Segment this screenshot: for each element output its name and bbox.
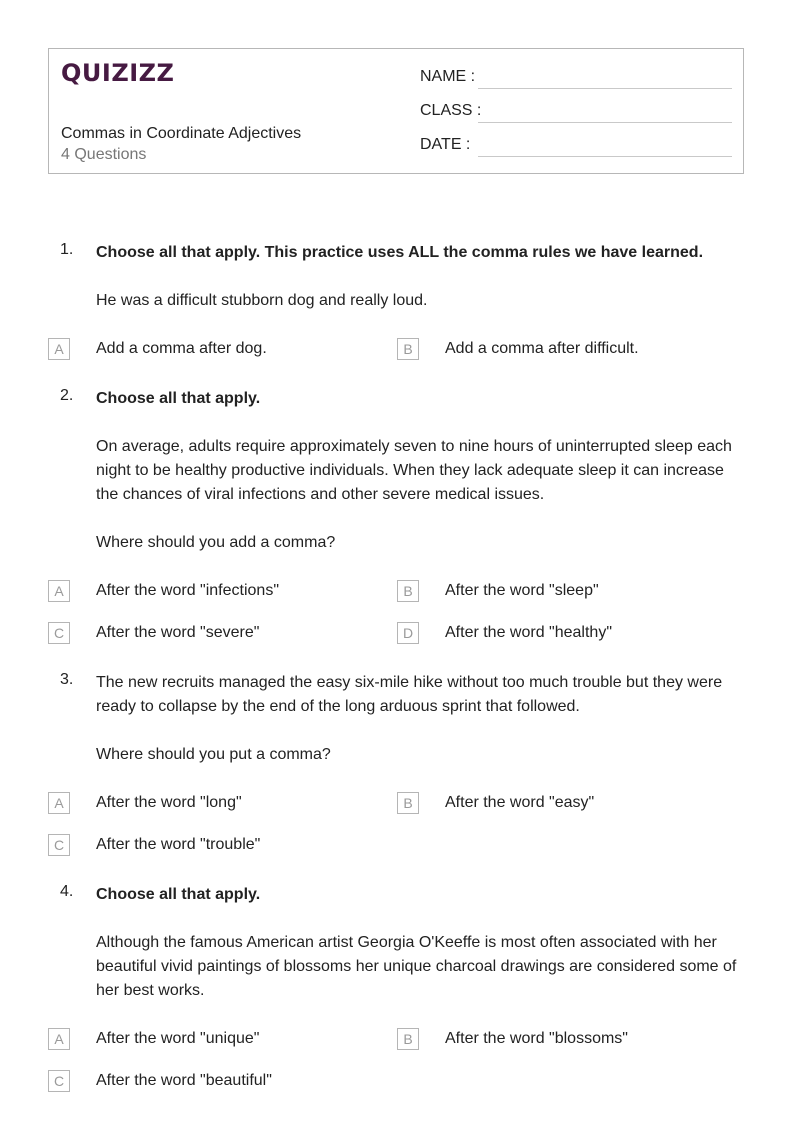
- question-body: He was a difficult stubborn dog and really loud.: [96, 292, 428, 309]
- question-body: On average, adults require approximately seven to nine hours of uninterrupted sleep each night to be healthy productive individuals. When they lack adequate sleep it can increase the chances of viral infections and other severe medical issues.: [96, 438, 732, 503]
- option-box[interactable]: A: [48, 792, 70, 814]
- class-line[interactable]: [478, 122, 732, 123]
- question-count: 4 Questions: [61, 146, 147, 163]
- option-box[interactable]: C: [48, 834, 70, 856]
- date-line[interactable]: [478, 156, 732, 157]
- class-label: CLASS :: [420, 102, 482, 119]
- option-box[interactable]: B: [397, 1028, 419, 1050]
- question-ask: Where should you add a comma?: [96, 534, 336, 551]
- question-number: 3.: [60, 671, 74, 688]
- question-prompt: Choose all that apply.: [96, 390, 261, 407]
- option-box[interactable]: D: [397, 622, 419, 644]
- option-text: After the word "trouble": [96, 836, 261, 853]
- question-number: 1.: [60, 241, 74, 258]
- question-ask: Where should you put a comma?: [96, 746, 331, 763]
- option-box[interactable]: C: [48, 622, 70, 644]
- option-text: After the word "sleep": [445, 582, 599, 599]
- name-label: NAME :: [420, 68, 476, 85]
- question-number: 2.: [60, 387, 74, 404]
- question-prompt: Choose all that apply. This practice uses ALL the comma rules we have learned.: [96, 244, 704, 261]
- question-body: Although the famous American artist Georgia O'Keeffe is most often associated with her beautiful vivid paintings of blossoms her unique charcoal drawings are considered some of her best works.: [96, 934, 737, 999]
- option-box[interactable]: C: [48, 1070, 70, 1092]
- option-text: Add a comma after difficult.: [445, 340, 639, 357]
- question-number: 4.: [60, 883, 74, 900]
- option-text: After the word "long": [96, 794, 242, 811]
- option-box[interactable]: B: [397, 580, 419, 602]
- option-box[interactable]: A: [48, 338, 70, 360]
- question-body: The new recruits managed the easy six-mile hike without too much trouble but they were ready to collapse by the end of the long arduous sprint that followed.: [96, 674, 723, 715]
- question-prompt: Choose all that apply.: [96, 886, 261, 903]
- date-field[interactable]: [420, 136, 470, 154]
- name-field[interactable]: [420, 68, 475, 86]
- worksheet-title: Commas in Coordinate Adjectives: [61, 125, 302, 142]
- option-box[interactable]: B: [397, 338, 419, 360]
- option-text: After the word "beautiful": [96, 1072, 272, 1089]
- option-box[interactable]: A: [48, 1028, 70, 1050]
- worksheet-header: [48, 48, 744, 174]
- option-text: After the word "unique": [96, 1030, 260, 1047]
- option-text: After the word "infections": [96, 582, 279, 599]
- quizizz-logo: QUIZIZZ: [61, 59, 175, 87]
- option-box[interactable]: B: [397, 792, 419, 814]
- class-field[interactable]: [420, 102, 481, 120]
- option-text: Add a comma after dog.: [96, 340, 267, 357]
- date-label: DATE :: [420, 136, 471, 153]
- option-text: After the word "easy": [445, 794, 595, 811]
- name-line[interactable]: [478, 88, 732, 89]
- option-text: After the word "severe": [96, 624, 260, 641]
- option-box[interactable]: A: [48, 580, 70, 602]
- option-text: After the word "healthy": [445, 624, 612, 641]
- option-text: After the word "blossoms": [445, 1030, 628, 1047]
